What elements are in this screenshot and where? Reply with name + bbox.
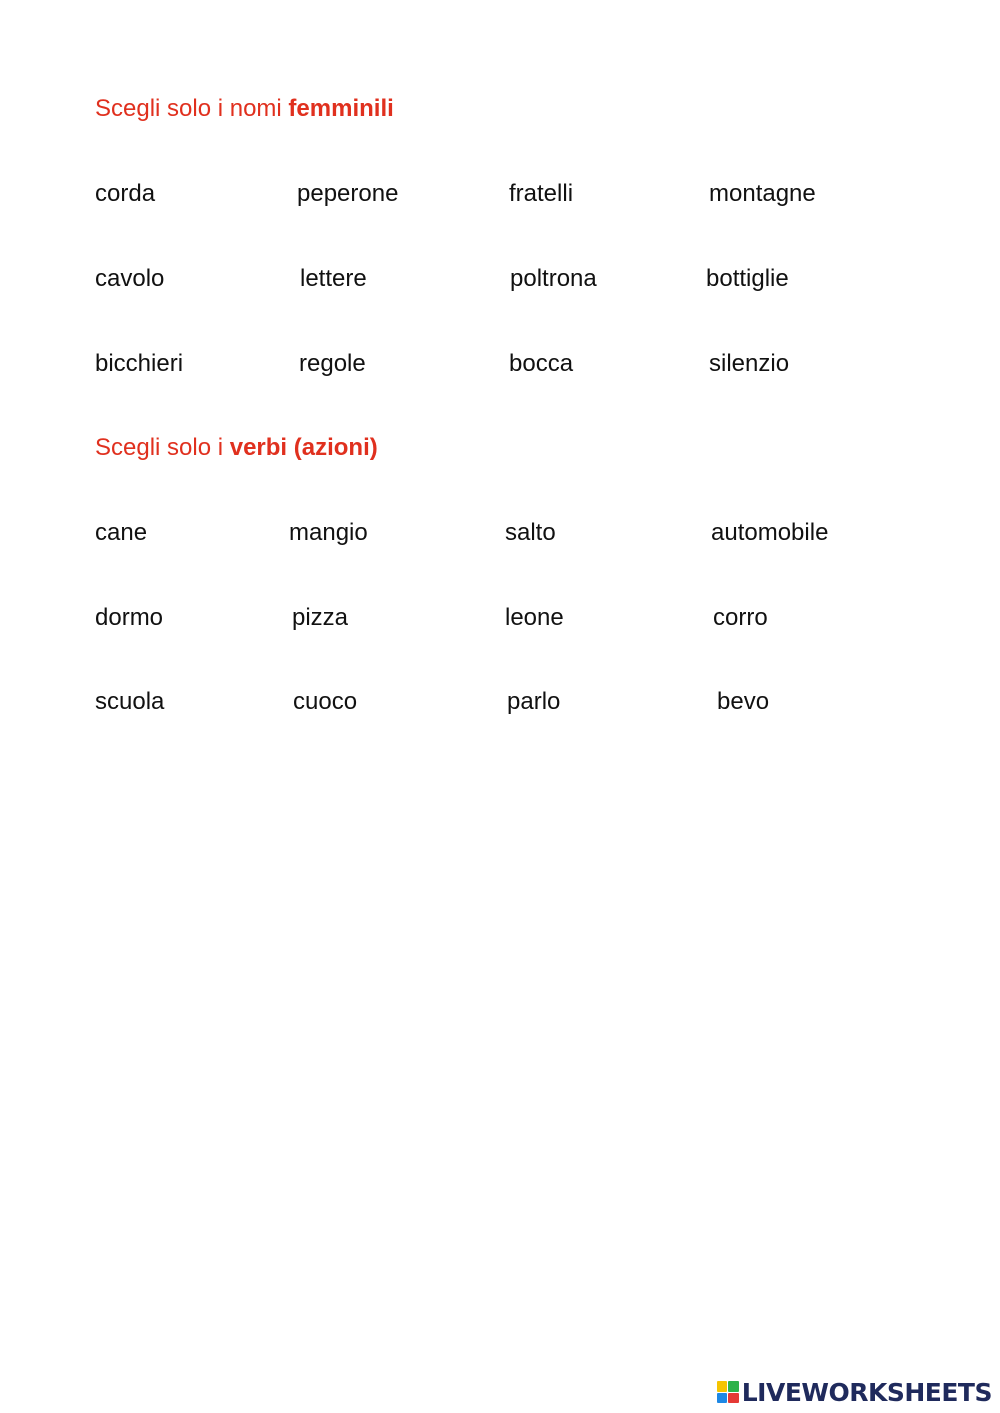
word-option[interactable]: leone	[505, 604, 564, 631]
liveworksheets-logo-icon	[717, 1381, 739, 1403]
logo-square	[728, 1393, 739, 1404]
word-option[interactable]: montagne	[709, 180, 816, 207]
instruction-highlight: verbi (azioni)	[229, 434, 378, 461]
word-option[interactable]: dormo	[95, 604, 164, 631]
logo-text: LIVEWORKSHEETS	[741, 1377, 992, 1407]
word-option[interactable]: bocca	[509, 350, 574, 377]
word-option[interactable]: mangio	[289, 519, 368, 546]
instruction-feminine-nouns	[95, 94, 394, 124]
word-option[interactable]: scuola	[95, 688, 165, 715]
word-option[interactable]: salto	[505, 519, 556, 546]
word-option[interactable]: parlo	[507, 688, 561, 715]
word-option[interactable]: peperone	[297, 180, 399, 207]
word-option[interactable]: regole	[299, 350, 366, 377]
logo-square	[717, 1381, 728, 1392]
word-option[interactable]: cuoco	[293, 688, 358, 715]
word-option[interactable]: corro	[713, 604, 768, 631]
word-option[interactable]: corda	[95, 180, 156, 207]
word-option[interactable]: pizza	[292, 604, 349, 631]
word-option[interactable]: lettere	[300, 265, 367, 292]
word-option[interactable]: poltrona	[510, 265, 597, 292]
instruction-highlight: femminili	[288, 95, 394, 122]
word-option[interactable]: cane	[95, 519, 148, 546]
word-option[interactable]: cavolo	[95, 265, 165, 292]
word-option[interactable]: bevo	[717, 688, 770, 715]
logo-square	[717, 1393, 728, 1404]
word-option[interactable]: automobile	[711, 519, 829, 546]
word-option[interactable]: bottiglie	[706, 265, 789, 292]
instruction-prefix: Scegli solo i nomi	[95, 95, 289, 122]
word-option[interactable]: fratelli	[509, 180, 574, 207]
instruction-verbs	[95, 433, 378, 463]
liveworksheets-logo	[717, 1379, 992, 1405]
word-option[interactable]: silenzio	[709, 350, 790, 377]
logo-square	[728, 1381, 739, 1392]
instruction-prefix: Scegli solo i	[95, 434, 230, 461]
word-option[interactable]: bicchieri	[95, 350, 184, 377]
